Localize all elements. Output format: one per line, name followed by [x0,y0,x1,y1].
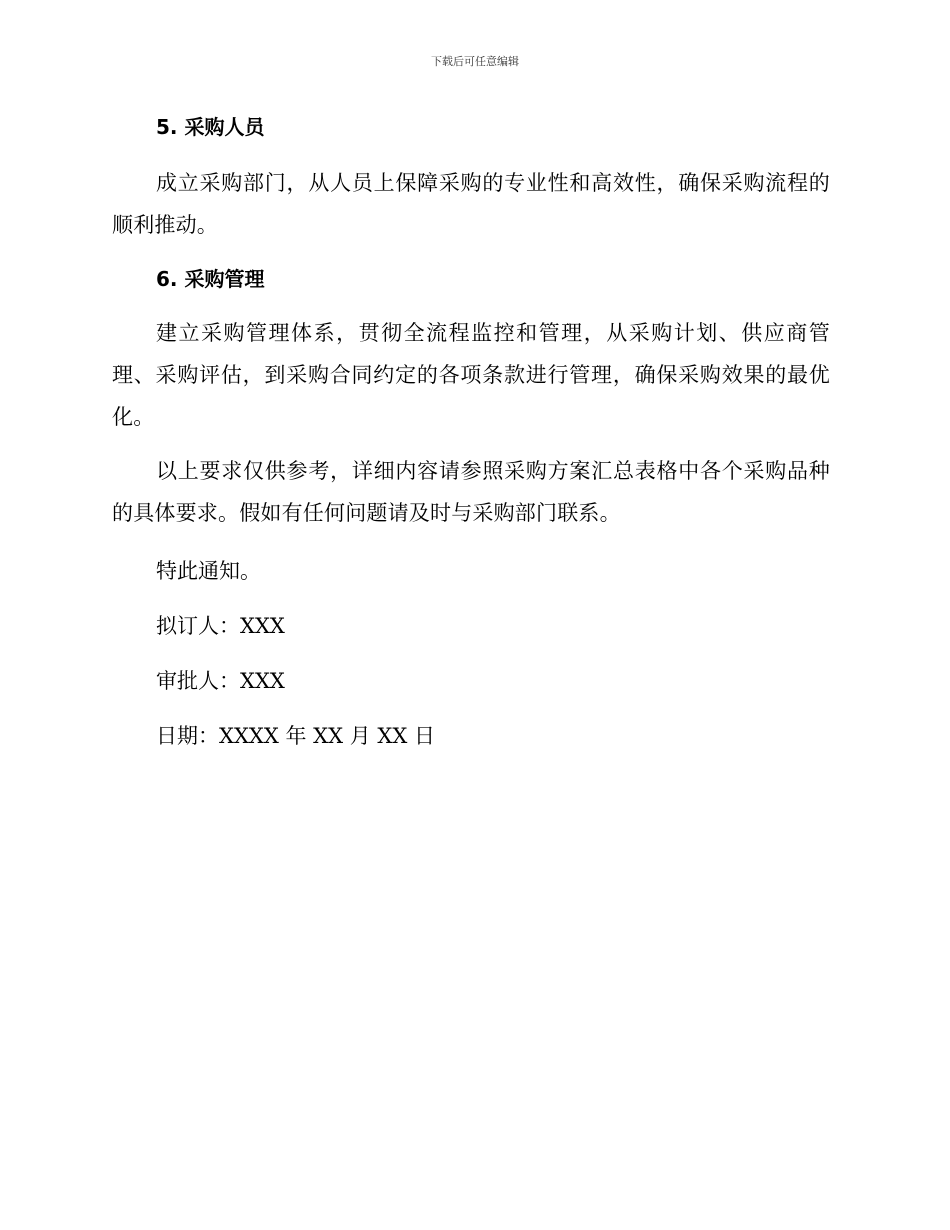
section-heading-staff: 5. 采购人员 [156,115,265,139]
date-line: 日期：XXXX 年 XX 月 XX 日 [156,724,435,748]
document-body [112,112,830,751]
section-body-staff: 成立采购部门，从人员上保障采购的专业性和高效性，确保采购流程的顺利推动。 [112,171,830,237]
approver-line: 审批人：XXX [156,669,285,693]
section-heading-management: 6. 采购管理 [156,267,265,291]
header-note: 下载后可任意编辑 [431,55,519,68]
drafter-line: 拟订人：XXX [156,614,285,638]
reference-paragraph: 以上要求仅供参考，详细内容请参照采购方案汇总表格中各个采购品种的具体要求。假如有任何问题请及时与采购部门联系。 [112,459,830,525]
section-body-management: 建立采购管理体系，贯彻全流程监控和管理，从采购计划、供应商管理、采购评估，到采购合同约定的各项条款进行管理，确保采购效果的最优化。 [112,321,830,429]
notice-line: 特此通知。 [156,559,261,583]
